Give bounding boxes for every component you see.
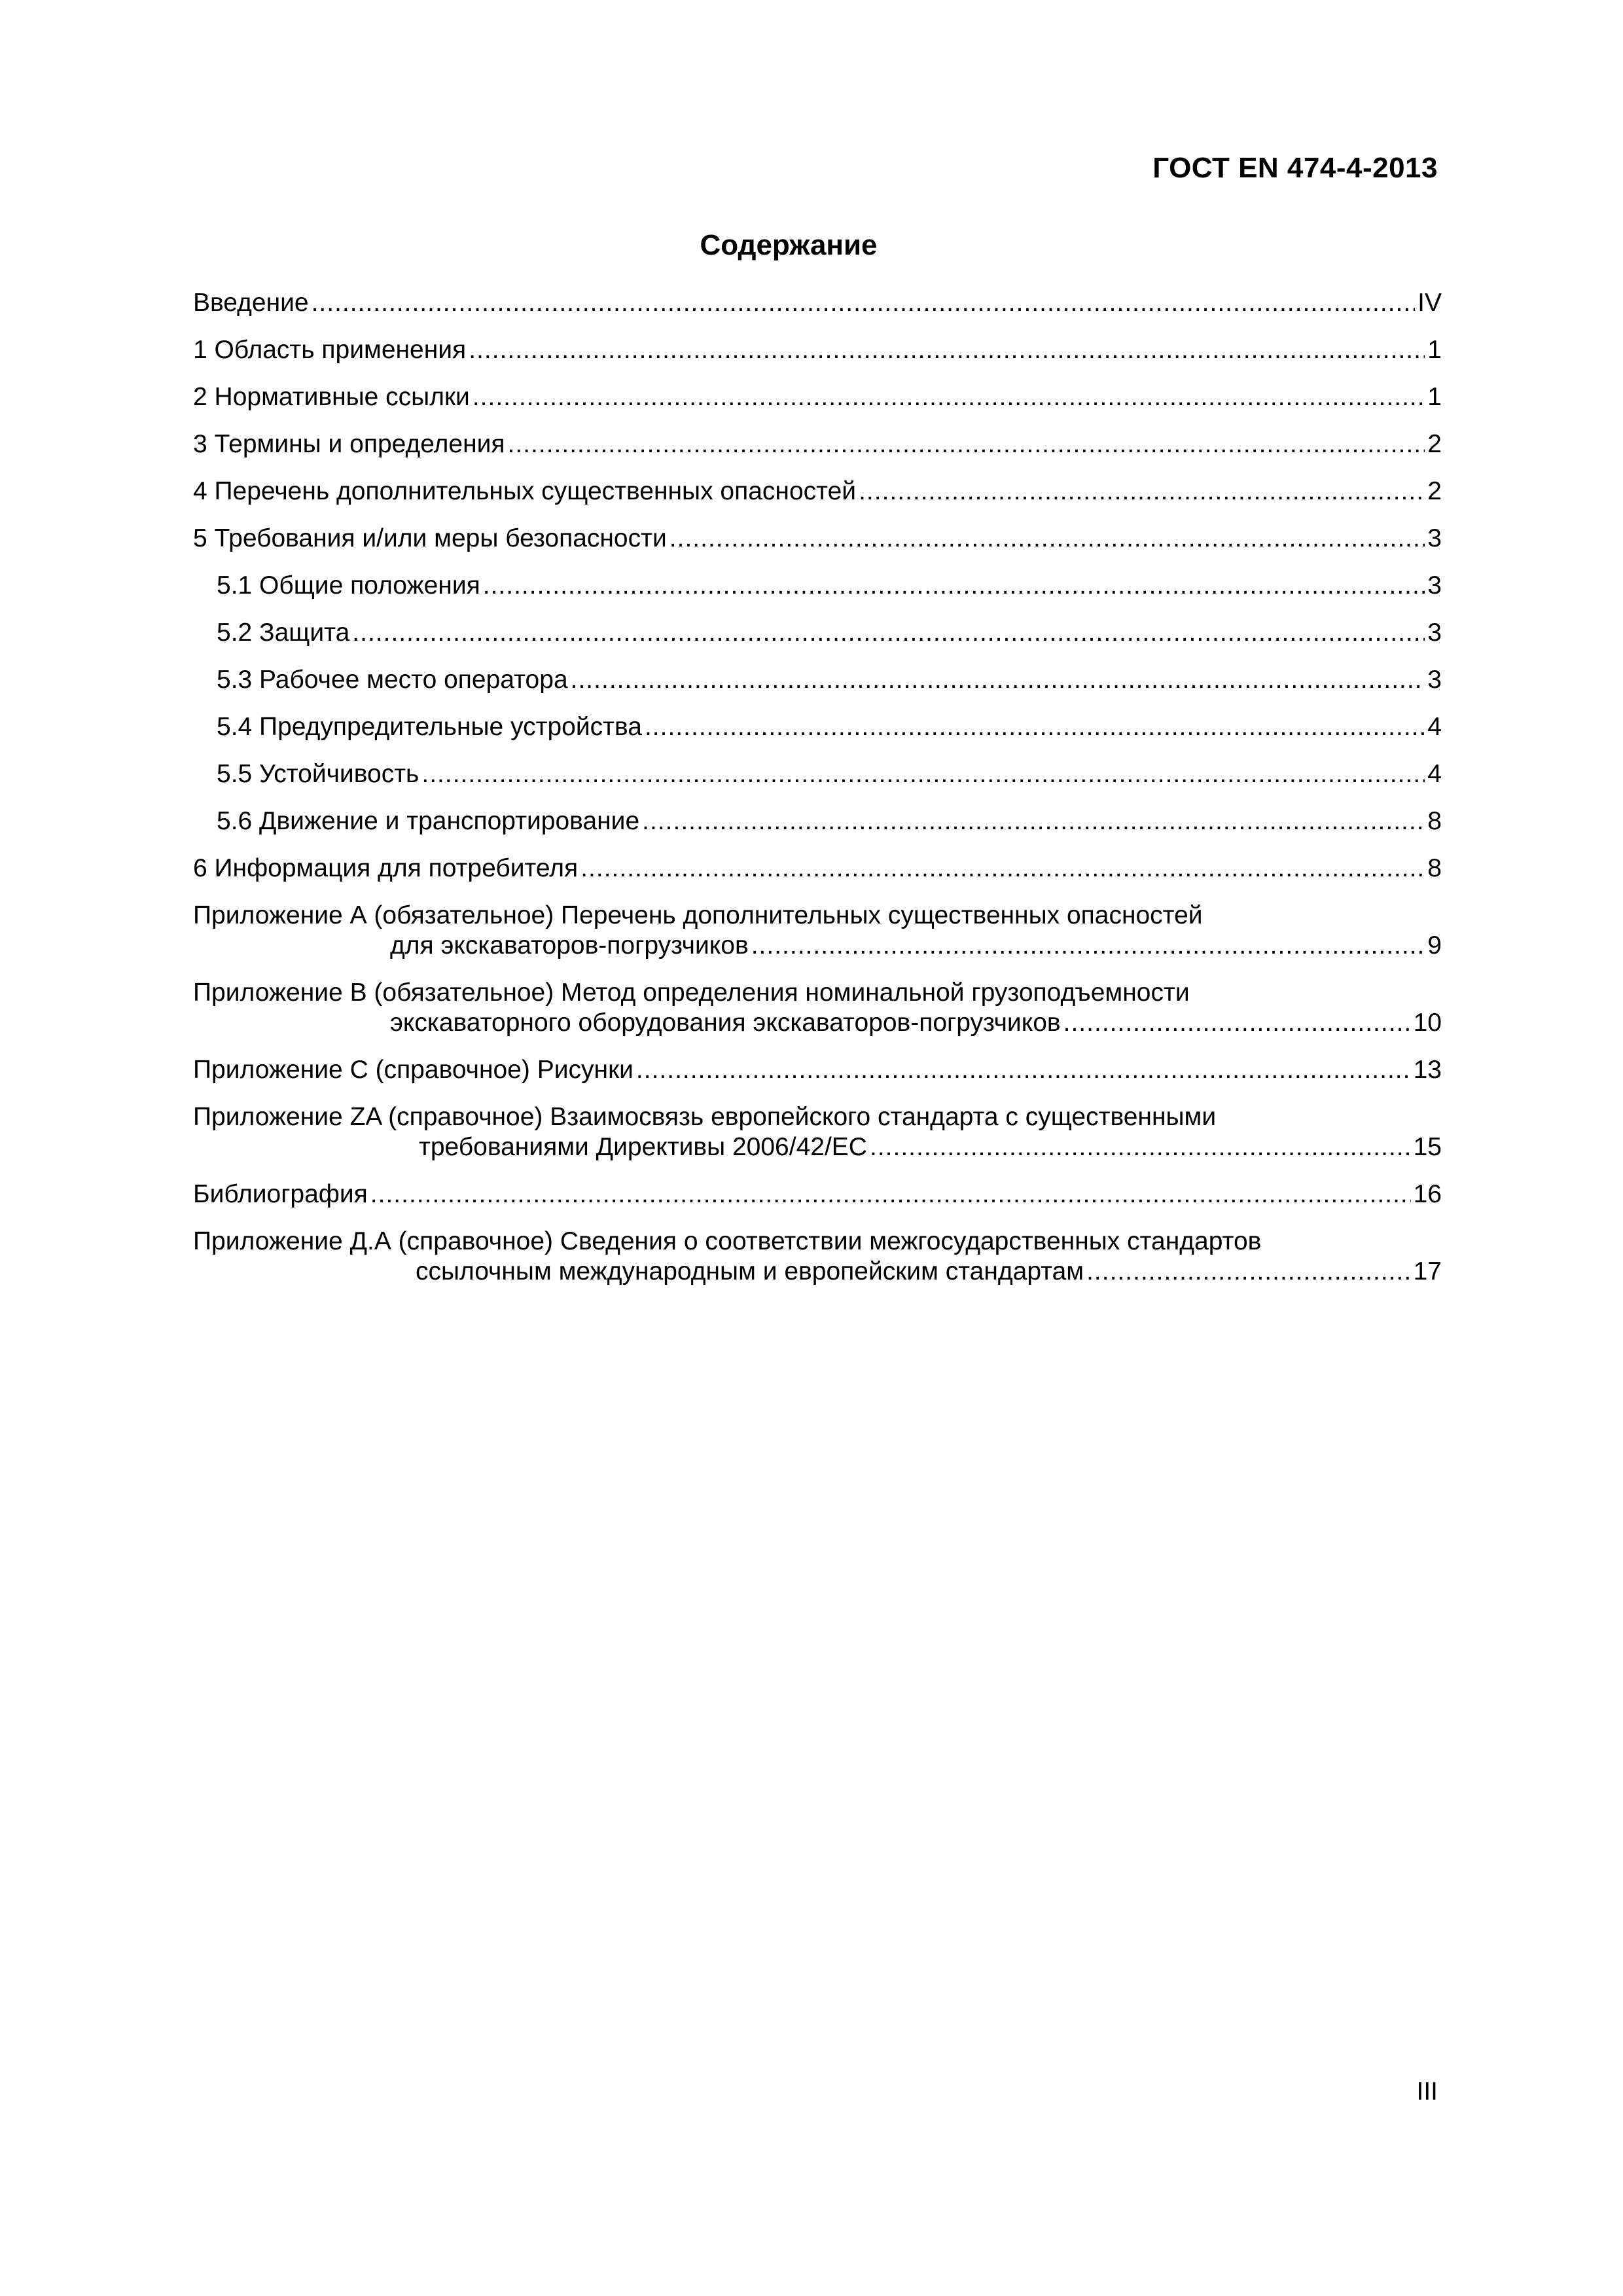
toc-entry-label: Приложение С (справочное) Рисунки [193, 1056, 633, 1084]
toc-entry-travel-transport[interactable] [193, 806, 1442, 836]
leader-dots [645, 712, 1425, 742]
toc-entry-page: 10 [1413, 1009, 1442, 1037]
toc-entry-page: 4 [1427, 713, 1442, 741]
leader-dots [483, 571, 1425, 601]
toc-entry-page: 17 [1413, 1257, 1442, 1285]
toc-entry-label: Введение [193, 289, 309, 317]
toc-entry-protection[interactable] [193, 618, 1442, 648]
toc-entry-label: Приложение ZA (справочное) Взаимосвязь европейского стандарта с существенными [193, 1103, 1217, 1131]
toc-entry-label-continued: для экскаваторов-погрузчиков [390, 931, 749, 960]
page-number: III [1416, 2077, 1438, 2106]
toc-entry-page: 1 [1427, 336, 1442, 364]
toc-entry-scope[interactable] [193, 335, 1442, 365]
toc-entry-label-continued: ссылочным международным и европейским стандартам [416, 1257, 1084, 1285]
toc-entry-label: 5.1 Общие положения [217, 571, 480, 600]
document-code: ГОСТ EN 474-4-2013 [1152, 152, 1438, 184]
toc-entry-label: Приложение А (обязательное) Перечень дополнительных существенных опасностей [193, 901, 1203, 929]
toc-entry-page: 4 [1427, 760, 1442, 788]
toc-entry-warning-devices[interactable] [193, 712, 1442, 742]
toc-entry-bibliography[interactable] [193, 1179, 1442, 1210]
leader-dots [352, 618, 1425, 648]
toc-entry-label: Библиография [193, 1180, 368, 1208]
toc-entry-page: 16 [1413, 1180, 1442, 1208]
toc-entry-operator-station[interactable] [193, 665, 1442, 695]
toc-entry-annex-a[interactable] [193, 901, 1442, 961]
toc-entry-annex-da[interactable] [193, 1227, 1442, 1287]
toc-entry-label: 5.3 Рабочее место оператора [217, 666, 568, 694]
toc-entry-page: IV [1418, 289, 1442, 317]
leader-dots [580, 853, 1425, 884]
toc-entry-page: 2 [1427, 477, 1442, 505]
toc-entry-introduction[interactable] [193, 288, 1442, 318]
leader-dots [312, 288, 1416, 318]
toc-entry-page: 8 [1427, 807, 1442, 835]
toc-entry-stability[interactable] [193, 759, 1442, 789]
toc-entry-label: 3 Термины и определения [193, 430, 505, 458]
toc-entry-label: Приложение В (обязательное) Метод определения номинальной грузоподъемности [193, 978, 1190, 1007]
toc-entry-label: 1 Область применения [193, 336, 467, 364]
toc-entry-page: 15 [1413, 1133, 1442, 1161]
leader-dots [751, 931, 1425, 961]
toc-entry-page: 9 [1427, 931, 1442, 960]
toc-entry-user-information[interactable] [193, 853, 1442, 884]
toc-entry-page: 1 [1427, 383, 1442, 411]
leader-dots [642, 806, 1425, 836]
toc-entry-label: 2 Нормативные ссылки [193, 383, 470, 411]
toc-entry-annex-c[interactable] [193, 1055, 1442, 1085]
leader-dots [636, 1055, 1411, 1085]
toc-entry-label: Приложение Д.А (справочное) Сведения о соответствии межгосударственных стандартов [193, 1227, 1262, 1255]
toc-entry-label: 5.2 Защита [217, 619, 350, 647]
toc-entry-page: 2 [1427, 430, 1442, 458]
toc-entry-label: 5.4 Предупредительные устройства [217, 713, 642, 741]
leader-dots [1086, 1257, 1411, 1287]
toc-entry-label: 5 Требования и/или меры безопасности [193, 524, 667, 552]
toc-entry-label-continued: требованиями Директивы 2006/42/EC [419, 1133, 867, 1161]
leader-dots [1063, 1008, 1411, 1038]
toc-entry-general[interactable] [193, 571, 1442, 601]
toc-entry-safety-requirements[interactable] [193, 524, 1442, 554]
leader-dots [669, 524, 1425, 554]
leader-dots [508, 429, 1425, 459]
toc-entry-label-continued: экскаваторного оборудования экскаваторов-погрузчиков [390, 1009, 1061, 1037]
toc-entry-terms[interactable] [193, 429, 1442, 459]
toc-entry-page: 13 [1413, 1056, 1442, 1084]
leader-dots [421, 759, 1425, 789]
leader-dots [473, 382, 1425, 412]
leader-dots [571, 665, 1425, 695]
table-of-contents [193, 288, 1442, 1304]
leader-dots [870, 1132, 1411, 1162]
toc-entry-label: 6 Информация для потребителя [193, 854, 579, 882]
toc-entry-page: 3 [1427, 524, 1442, 552]
toc-entry-page: 8 [1427, 854, 1442, 882]
toc-entry-hazards[interactable] [193, 476, 1442, 507]
leader-dots [859, 476, 1425, 507]
toc-entry-page: 3 [1427, 571, 1442, 600]
toc-entry-annex-za[interactable] [193, 1102, 1442, 1162]
toc-entry-label: 5.5 Устойчивость [217, 760, 419, 788]
toc-entry-annex-b[interactable] [193, 978, 1442, 1038]
toc-entry-label: 4 Перечень дополнительных существенных опасностей [193, 477, 857, 505]
leader-dots [370, 1179, 1411, 1210]
toc-entry-page: 3 [1427, 619, 1442, 647]
toc-entry-label: 5.6 Движение и транспортирование [217, 807, 640, 835]
toc-entry-normative-references[interactable] [193, 382, 1442, 412]
leader-dots [469, 335, 1425, 365]
toc-entry-page: 3 [1427, 666, 1442, 694]
toc-title: Содержание [700, 229, 878, 261]
